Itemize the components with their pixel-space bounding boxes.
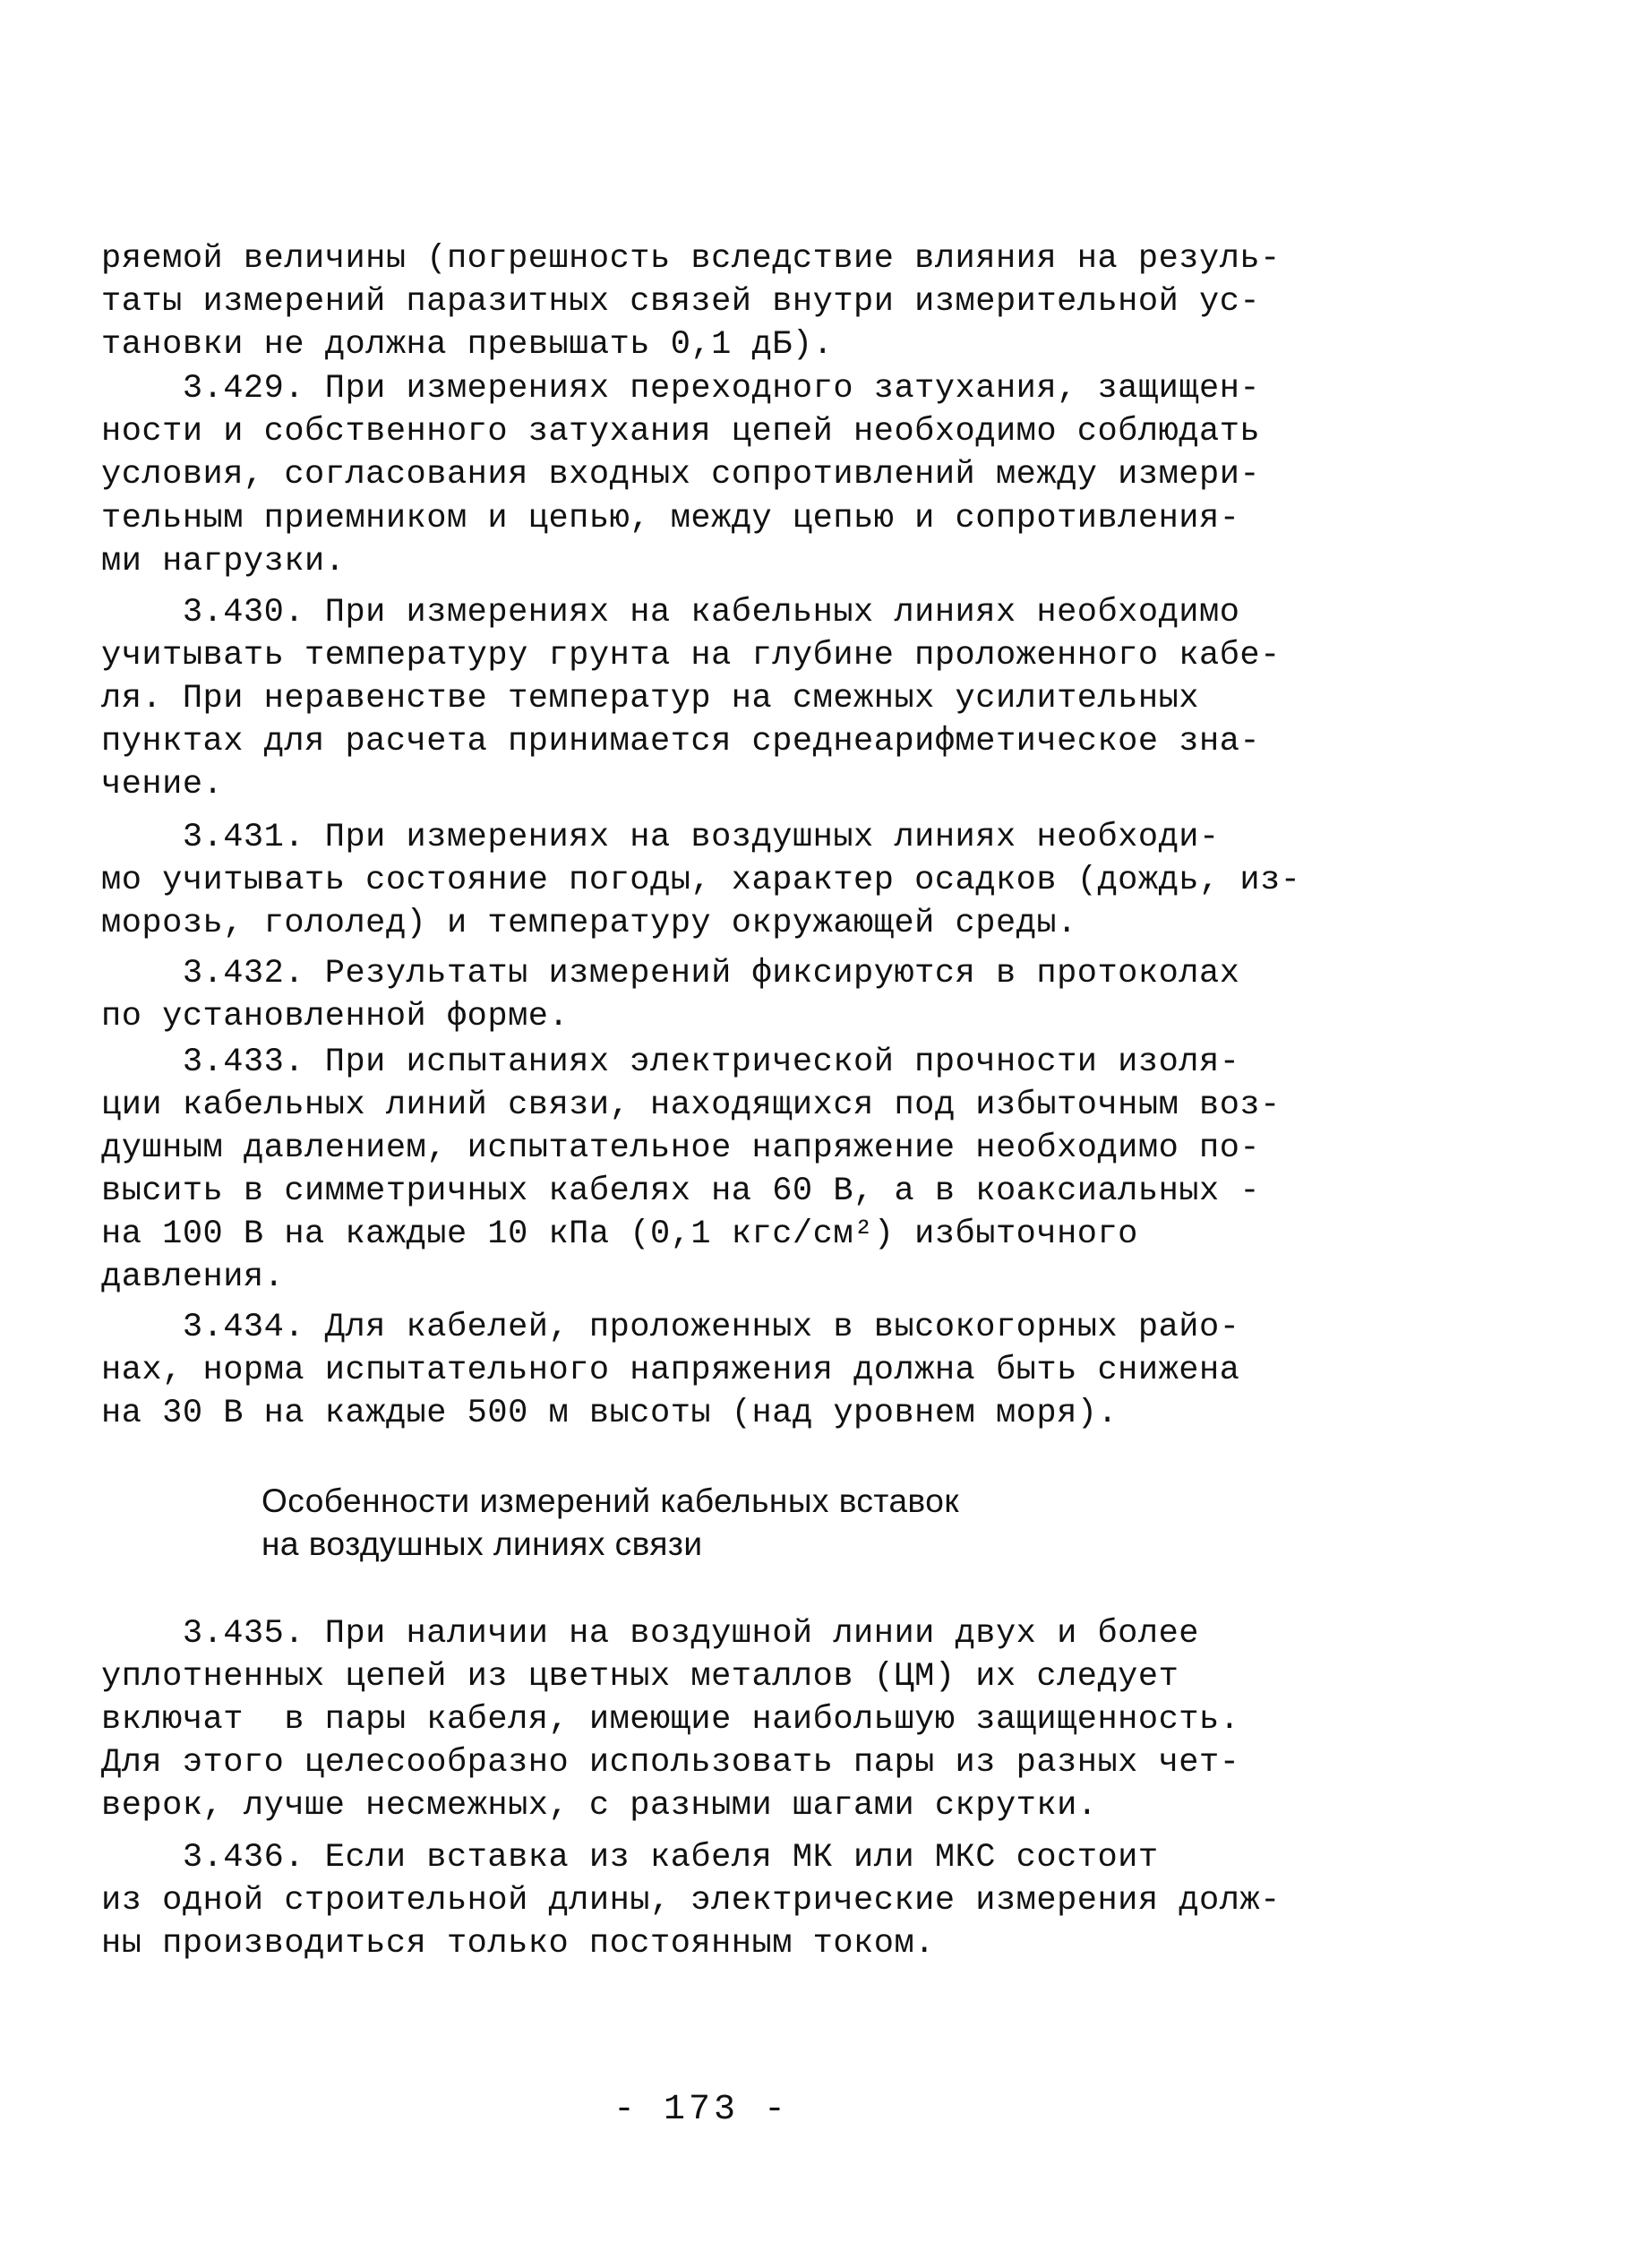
text-line: чение. [101, 766, 224, 803]
text-line: давления. [101, 1259, 285, 1296]
text-line: таты измерений паразитных связей внутри измерительной ус- [101, 283, 1261, 321]
text-line: 3.429. При измерениях переходного затухания, защищен- [101, 370, 1261, 408]
text-line: ны производиться только постоянным током. [101, 1925, 935, 1963]
text-line: из одной строительной длины, электрические измерения долж- [101, 1882, 1281, 1920]
page-number: - 173 - [613, 2090, 790, 2130]
text-line: на 100 В на каждые 10 кПа (0,1 кгс/см²) избыточного [101, 1216, 1138, 1253]
text-line: ции кабельных линий связи, находящихся под избыточным воз- [101, 1087, 1281, 1124]
text-line: 3.436. Если вставка из кабеля МК или МКС состоит [101, 1839, 1159, 1877]
text-line: тельным приемником и цепью, между цепью и сопротивления- [101, 500, 1240, 537]
text-line: тановки не должна превышать 0,1 дБ). [101, 326, 834, 364]
text-line: включат в пары кабеля, имеющие наибольшую защищенность. [101, 1701, 1240, 1739]
text-line: высить в симметричных кабелях на 60 В, а в коаксиальных - [101, 1173, 1261, 1210]
section-heading-line-1: Особенности измерений кабельных вставок [261, 1482, 960, 1519]
text-line: 3.432. Результаты измерений фиксируются в протоколах [101, 955, 1240, 992]
text-line: душным давлением, испытательное напряжение необходимо по- [101, 1130, 1261, 1167]
text-line: верок, лучше несмежных, с разными шагами скрутки. [101, 1787, 1098, 1825]
text-line: на 30 В на каждые 500 м высоты (над уровнем моря). [101, 1395, 1119, 1432]
text-line: 3.435. При наличии на воздушной линии двух и более [101, 1615, 1199, 1653]
text-line: ми нагрузки. [101, 543, 346, 580]
text-line: 3.430. При измерениях на кабельных линиях необходимо [101, 594, 1240, 631]
text-line: ряемой величины (погрешность вследствие влияния на резуль- [101, 240, 1281, 278]
text-line: морозь, гололед) и температуру окружающей среды. [101, 905, 1077, 942]
text-line: уплотненных цепей из цветных металлов (ЦМ) их следует [101, 1658, 1179, 1696]
text-line: 3.433. При испытаниях электрической прочности изоля- [101, 1044, 1240, 1081]
section-heading-line-2: на воздушных линиях связи [261, 1525, 703, 1562]
text-line: мо учитывать состояние погоды, характер осадков (дождь, из- [101, 862, 1301, 899]
text-line: учитывать температуру грунта на глубине проложенного кабе- [101, 637, 1281, 674]
text-line: нах, норма испытательного напряжения должна быть снижена [101, 1352, 1240, 1389]
text-line: по установленной форме. [101, 998, 570, 1035]
text-line: Для этого целесообразно использовать пары из разных чет- [101, 1744, 1240, 1782]
text-line: 3.431. При измерениях на воздушных линиях необходи- [101, 819, 1220, 856]
text-line: пунктах для расчета принимается среднеарифметическое зна- [101, 723, 1261, 760]
text-line: условия, согласования входных сопротивлений между измери- [101, 456, 1261, 494]
text-line: ности и собственного затухания цепей необходимо соблюдать [101, 413, 1261, 451]
text-line: 3.434. Для кабелей, проложенных в высокогорных райо- [101, 1309, 1240, 1346]
text-line: ля. При неравенстве температур на смежных усилительных [101, 680, 1199, 717]
